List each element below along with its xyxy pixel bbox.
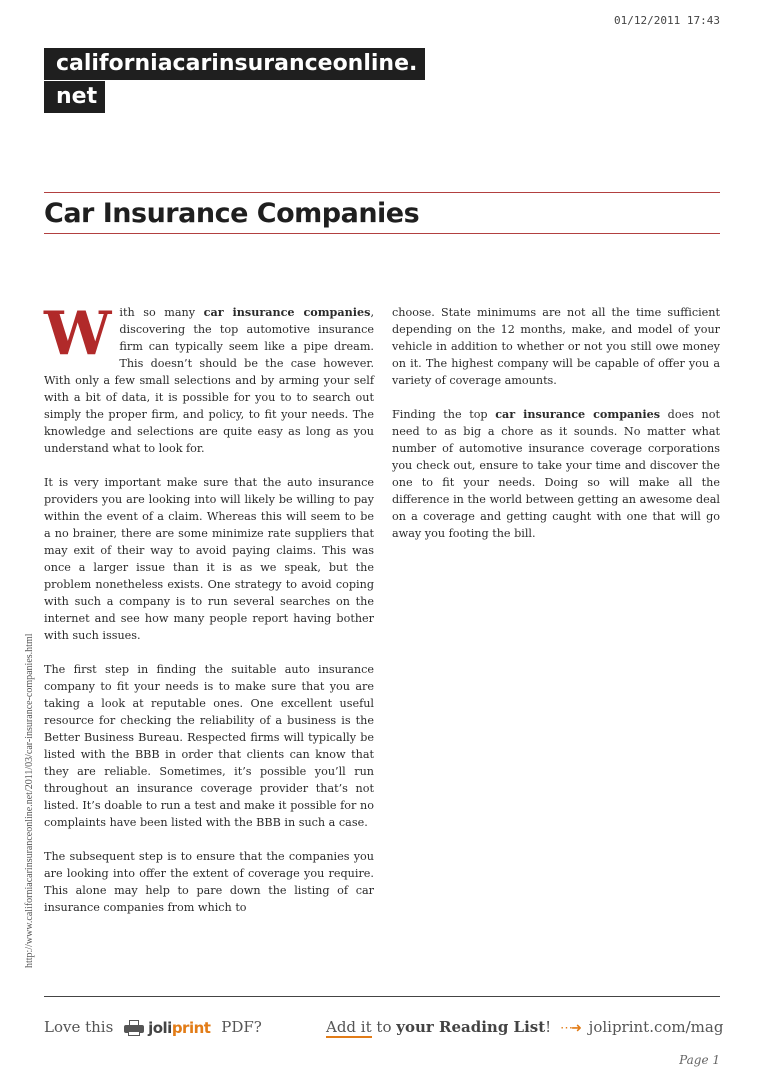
dotted-arrow-icon: ⋯➜ bbox=[559, 1021, 580, 1036]
love-this-text: Love this bbox=[44, 1018, 114, 1036]
drop-cap: W bbox=[44, 299, 112, 369]
article-column-right bbox=[392, 304, 720, 559]
keyword-bold: car insurance companies bbox=[495, 407, 661, 421]
paragraph-6-rest: does not need to as big a chore as it sounds. No matter what number of automotive insurance coverage corporations you check out, ensure to take your time and discover the one to fit your needs. Doing so will make all the difference in the world between getting an awesome deal on a coverage and getting caught with one that will go away you footing the bill. bbox=[392, 408, 720, 540]
footer-promo bbox=[44, 1018, 262, 1037]
footer bbox=[44, 1018, 724, 1040]
paragraph-1-start: ith so many bbox=[119, 306, 204, 319]
reading-list-text: your Reading List bbox=[396, 1018, 546, 1036]
logo-joli: joli bbox=[148, 1019, 172, 1037]
add-it-link[interactable]: Add it bbox=[326, 1018, 372, 1036]
paragraph-3: The first step in finding the suitable auto insurance company to fit your needs is to make sure that you are taking a look at reputable ones. One excellent useful resource for checking the reliability of a business is the Better Business Bureau. Respected firms will typically be listed with the BBB in order that clients can know that they are reliable. Sometimes, it’s possible you’ll run throughout an insurance coverage provider that’s not listed. It’s doable to run a test and make it possible for no complaints have been listed with the BBB in such a case. bbox=[44, 663, 374, 829]
joliprint-mag-link[interactable]: joliprint.com/mag bbox=[588, 1018, 724, 1036]
article-column-left bbox=[44, 299, 374, 933]
printer-icon bbox=[124, 1020, 144, 1036]
paragraph-6-start: Finding the top bbox=[392, 408, 496, 421]
paragraph-4: The subsequent step is to ensure that the companies you are looking into offer the extent of coverage you require. This alone may help to pare down the listing of car insurance companies from which to bbox=[44, 850, 374, 914]
to-text: to bbox=[376, 1018, 392, 1036]
exclaim-text: ! bbox=[545, 1018, 552, 1036]
paragraph-6 bbox=[392, 406, 720, 542]
keyword-bold: car insurance companies bbox=[203, 305, 371, 319]
paragraph-2: It is very important make sure that the auto insurance providers you are looking into will likely be willing to pay within the event of a claim. Whereas this will seem to be a no brainer, there are some minimize rate suppliers that may exit of their way to avoid paying claims. This was once a larger issue than it is as we speak, but the problem nonetheless exists. One strategy to avoid coping with such a company is to run several searches on the internet and see how many people report having bother with such issues. bbox=[44, 476, 374, 642]
page-number: Page 1 bbox=[679, 1053, 720, 1067]
title-top-rule bbox=[44, 192, 720, 193]
pdf-text: PDF? bbox=[221, 1018, 262, 1036]
footer-rule bbox=[44, 996, 720, 997]
paragraph-1-rest: , discovering the top automotive insurance firm can typically seem like a pipe dream. This doesn’t should be the case however. With only a few small selections and by arming your self with a bit of data, it is possible for you to to search out simply the proper firm, and policy, to fit your needs. The knowledge and selections are quite easy as long as you understand what to look for. bbox=[44, 306, 374, 455]
footer-reading-list bbox=[326, 1018, 723, 1036]
source-url-vertical[interactable]: http://www.californiacarinsuranceonline.net/2011/03/car-insurance-companies.html bbox=[24, 633, 35, 968]
joliprint-logo[interactable] bbox=[124, 1019, 210, 1037]
paragraph-1 bbox=[44, 299, 374, 457]
article-title: Car Insurance Companies bbox=[44, 198, 420, 229]
timestamp: 01/12/2011 17:43 bbox=[614, 14, 720, 27]
title-bottom-rule bbox=[44, 233, 720, 234]
site-name-line-1: californiacarinsuranceonline. bbox=[44, 48, 425, 80]
logo-print: print bbox=[171, 1019, 211, 1037]
site-name-line-2: net bbox=[44, 81, 105, 113]
paragraph-5: choose. State minimums are not all the time sufficient depending on the 12 months, make, and model of your vehicle in addition to whether or not you still owe money on it. The highest company will be capable of offer you a variety of coverage amounts. bbox=[392, 306, 720, 387]
site-name-banner bbox=[44, 48, 425, 113]
